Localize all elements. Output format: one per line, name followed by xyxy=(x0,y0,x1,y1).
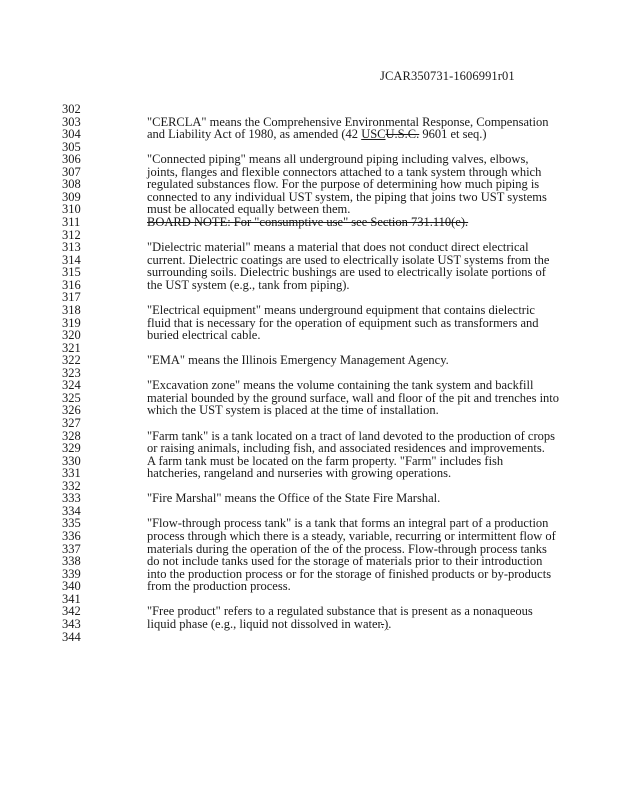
line-text xyxy=(147,353,449,367)
line-number: 304 xyxy=(62,127,81,142)
text-segment: "CERCLA" means the Comprehensive Environmental Response, Compensation xyxy=(147,114,549,129)
line-number: 315 xyxy=(62,265,81,280)
line-text xyxy=(147,127,487,141)
line-number: 334 xyxy=(62,503,81,518)
line-number: 311 xyxy=(62,215,81,230)
line-text xyxy=(147,466,451,480)
line-text xyxy=(147,403,439,417)
line-number: 323 xyxy=(62,365,81,380)
line-text xyxy=(147,617,391,631)
line-number: 343 xyxy=(62,616,81,631)
text-segment: "Free product" refers to a regulated substance that is present as a nonaqueous xyxy=(147,604,533,619)
text-segment: and Liability Act of 1980, as amended (42 xyxy=(147,127,362,142)
line-number: 305 xyxy=(62,139,81,154)
text-segment: . xyxy=(388,616,392,631)
text-segment: "Flow-through process tank" is a tank that forms an integral part of a production xyxy=(147,516,549,531)
text-segment: "Electrical equipment" means underground equipment that contains dielectric xyxy=(147,302,535,317)
line-number: 332 xyxy=(62,478,81,493)
line-number: 319 xyxy=(62,315,81,330)
line-number: 324 xyxy=(62,378,81,393)
text-segment: "Farm tank" is a tank located on a tract of land devoted to the production of crops xyxy=(147,428,556,443)
line-number: 322 xyxy=(62,353,81,368)
text-segment: material bounded by the ground surface, wall and floor of the pit and trenches into xyxy=(147,390,560,405)
line-text xyxy=(147,579,291,593)
line-text xyxy=(147,491,440,505)
text-segment: 9601 et seq.) xyxy=(419,127,487,142)
line-number: 338 xyxy=(62,554,81,569)
text-segment: "Excavation zone" means the volume containing the tank system and backfill xyxy=(147,378,534,393)
text-segment: buried electrical cable. xyxy=(147,328,261,343)
line-text xyxy=(147,328,260,342)
line-number: 306 xyxy=(62,152,81,167)
text-segment: "Fire Marshal" means the Office of the State Fire Marshal. xyxy=(147,491,441,506)
line-number: 302 xyxy=(62,102,81,116)
text-segment: must be allocated equally between them. xyxy=(147,202,351,217)
document-id-header: JCAR350731-1606991r01 xyxy=(380,69,515,83)
line-number: 331 xyxy=(62,466,81,481)
text-segment: "Dielectric material" means a material that does not conduct direct electrical xyxy=(147,240,529,255)
line-number: 307 xyxy=(62,164,81,179)
line-text xyxy=(147,215,468,229)
line-number: 317 xyxy=(62,290,81,305)
line-number: 316 xyxy=(62,277,81,292)
text-segment: current. Dielectric coatings are used to electrically isolate UST systems from the xyxy=(147,252,550,267)
line-number: 329 xyxy=(62,441,81,456)
line-number: 328 xyxy=(62,428,81,443)
deleted-text: BOARD NOTE: For "consumptive use" see Section 731.110(e). xyxy=(147,215,469,230)
text-segment: or raising animals, including fish, and associated residences and improvements. xyxy=(147,441,545,456)
text-segment: A farm tank must be located on the farm property. "Farm" includes fish xyxy=(147,453,504,468)
line-number: 339 xyxy=(62,566,81,581)
line-number: 325 xyxy=(62,390,81,405)
line-number: 309 xyxy=(62,189,81,204)
text-segment: which the UST system is placed at the time of installation. xyxy=(147,403,439,418)
text-segment: fluid that is necessary for the operation of equipment such as transformers and xyxy=(147,315,539,330)
line-number: 310 xyxy=(62,202,81,217)
text-segment: joints, flanges and flexible connectors attached to a tank system through which xyxy=(147,164,542,179)
line-number: 335 xyxy=(62,516,81,531)
line-number: 330 xyxy=(62,453,81,468)
text-segment: regulated substances flow. For the purpose of determining how much piping is xyxy=(147,177,540,192)
inserted-text: USC xyxy=(361,127,386,142)
text-segment: connected to any individual UST system, the piping that joins two UST systems xyxy=(147,189,547,204)
text-segment: liquid phase (e.g., liquid not dissolved in water xyxy=(147,616,381,631)
line-number: 344 xyxy=(62,629,81,644)
text-segment: do not include tanks used for the storage of materials prior to their introduction xyxy=(147,554,543,569)
line-number: 341 xyxy=(62,591,81,606)
line-number: 327 xyxy=(62,416,81,430)
line-number: 313 xyxy=(62,240,81,255)
line-number: 314 xyxy=(62,252,81,267)
line-number: 318 xyxy=(62,302,81,317)
line-number: 303 xyxy=(62,114,81,129)
line-number: 337 xyxy=(62,541,81,556)
text-segment: hatcheries, rangeland and nurseries with growing operations. xyxy=(147,466,452,481)
line-number: 342 xyxy=(62,604,81,619)
deleted-text: U.S.C. xyxy=(385,127,420,142)
line-text xyxy=(147,278,350,292)
text-segment: surrounding soils. Dielectric bushings are used to electrically isolate portions of xyxy=(147,265,546,280)
line-number: 333 xyxy=(62,491,81,506)
text-segment: process through which there is a steady, variable, recurring or intermittent flow of xyxy=(147,529,556,544)
line-number: 308 xyxy=(62,177,81,192)
line-number: 312 xyxy=(62,227,81,242)
line-number: 321 xyxy=(62,340,81,355)
inserted-text: ) xyxy=(384,616,389,631)
line-number: 320 xyxy=(62,328,81,343)
text-segment: from the production process. xyxy=(147,579,291,594)
text-segment: "Connected piping" means all underground piping including valves, elbows, xyxy=(147,152,529,167)
deleted-text: . xyxy=(381,616,385,631)
line-number: 326 xyxy=(62,403,81,418)
text-segment: materials during the operation of the of the process. Flow-through process tanks xyxy=(147,541,547,556)
line-number: 340 xyxy=(62,579,81,594)
text-segment: into the production process or for the storage of finished products or by-products xyxy=(147,566,552,581)
text-segment: "EMA" means the Illinois Emergency Management Agency. xyxy=(147,353,449,368)
text-segment: the UST system (e.g., tank from piping). xyxy=(147,277,350,292)
line-number: 336 xyxy=(62,529,81,544)
